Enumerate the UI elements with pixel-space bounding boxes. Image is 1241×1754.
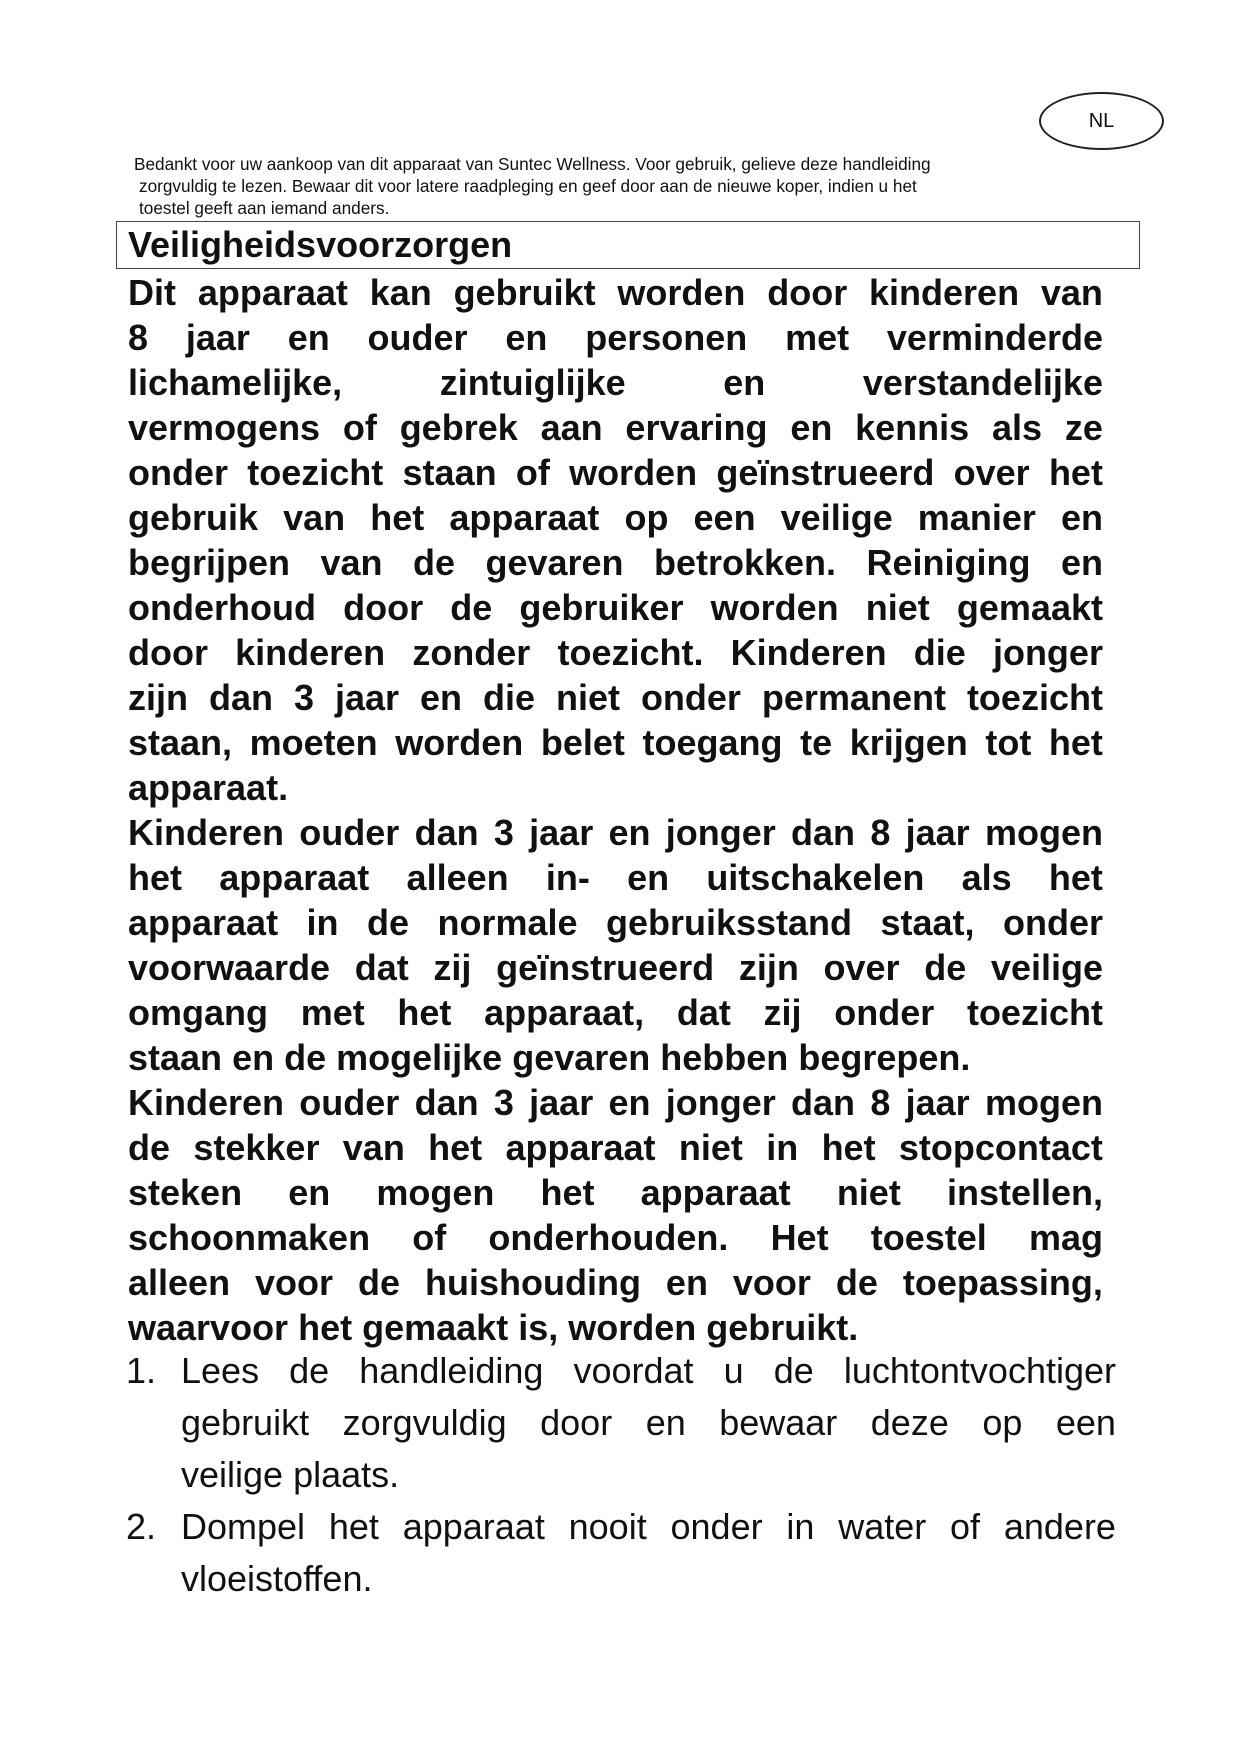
word: normale bbox=[437, 902, 578, 943]
word: het bbox=[1048, 857, 1103, 898]
word: voordat bbox=[573, 1350, 694, 1391]
text-line bbox=[128, 585, 1103, 630]
word: dan bbox=[414, 812, 479, 853]
word: mag bbox=[1028, 1217, 1103, 1258]
word: als bbox=[961, 857, 1012, 898]
word: niet bbox=[836, 1172, 901, 1213]
word: vermogens bbox=[128, 407, 321, 448]
word: worden bbox=[617, 272, 746, 313]
word: de bbox=[773, 1350, 814, 1391]
word: Reiniging bbox=[866, 542, 1031, 583]
word: dan bbox=[208, 677, 273, 718]
word: andere bbox=[1003, 1506, 1116, 1547]
word: het bbox=[128, 857, 182, 898]
word: onder bbox=[640, 677, 741, 718]
word: of bbox=[515, 452, 550, 493]
word: kennis bbox=[855, 407, 970, 448]
word: en bbox=[505, 317, 548, 358]
word: Kinderen bbox=[128, 812, 285, 853]
word: door bbox=[128, 632, 208, 673]
word: krijgen bbox=[849, 722, 968, 763]
word: gebruiker bbox=[519, 587, 684, 628]
word: stekker bbox=[193, 1127, 320, 1168]
word: voorwaarde bbox=[128, 947, 331, 988]
word: 8 bbox=[128, 317, 149, 358]
word: Kinderen bbox=[730, 632, 887, 673]
word: het bbox=[821, 1127, 876, 1168]
text-line bbox=[181, 1345, 1116, 1397]
word: gebrek bbox=[399, 407, 518, 448]
list-item-number: 1. bbox=[126, 1350, 157, 1391]
word: begrepen. bbox=[798, 1037, 971, 1078]
word: toezicht bbox=[247, 452, 384, 493]
word: aan bbox=[540, 407, 603, 448]
text-line bbox=[128, 270, 1103, 315]
word: gebruiksstand bbox=[605, 902, 853, 943]
word: die bbox=[482, 677, 535, 718]
word: zonder bbox=[412, 632, 531, 673]
word: apparaat. bbox=[128, 767, 289, 808]
text-line bbox=[181, 1449, 1116, 1501]
word: jaar bbox=[905, 1082, 970, 1123]
word: en bbox=[608, 812, 651, 853]
word: of bbox=[342, 407, 377, 448]
word: waarvoor bbox=[128, 1307, 289, 1348]
text-line bbox=[128, 900, 1103, 945]
word: niet bbox=[865, 587, 930, 628]
word: verminderde bbox=[886, 317, 1103, 358]
word: en bbox=[288, 1172, 331, 1213]
word: de bbox=[412, 542, 455, 583]
word: niet bbox=[678, 1127, 743, 1168]
word: personen bbox=[585, 317, 748, 358]
word: de bbox=[284, 1037, 327, 1078]
word: in- bbox=[545, 857, 590, 898]
word: nooit bbox=[568, 1506, 647, 1547]
word: 3 bbox=[493, 1082, 514, 1123]
text-line bbox=[128, 450, 1103, 495]
word: Lees bbox=[181, 1350, 260, 1391]
word: worden bbox=[710, 587, 839, 628]
word: apparaat bbox=[505, 1127, 656, 1168]
word: van bbox=[342, 1127, 405, 1168]
word: jaar bbox=[905, 812, 970, 853]
word: zij bbox=[763, 992, 802, 1033]
word: door bbox=[767, 272, 848, 313]
word: het bbox=[397, 992, 452, 1033]
word: mogelijke bbox=[336, 1037, 503, 1078]
word: een bbox=[1055, 1402, 1116, 1443]
list-item-number: 2. bbox=[126, 1506, 157, 1547]
word: instellen, bbox=[946, 1172, 1103, 1213]
text-line bbox=[128, 1080, 1103, 1125]
word: uitschakelen bbox=[706, 857, 925, 898]
word: plaats. bbox=[293, 1454, 400, 1495]
word: zij bbox=[433, 947, 472, 988]
text-line bbox=[181, 1501, 1116, 1553]
word: voor bbox=[255, 1262, 334, 1303]
word: de bbox=[358, 1262, 401, 1303]
text-line bbox=[128, 1125, 1103, 1170]
word: moeten bbox=[249, 722, 378, 763]
word: gemaakt bbox=[362, 1307, 509, 1348]
text-line bbox=[128, 630, 1103, 675]
word: te bbox=[800, 722, 833, 763]
word: en bbox=[665, 1262, 708, 1303]
text-line bbox=[181, 1553, 1116, 1605]
word: de bbox=[128, 1127, 171, 1168]
word: 3 bbox=[293, 677, 314, 718]
word: en bbox=[645, 1402, 686, 1443]
word: belet bbox=[540, 722, 625, 763]
text-line bbox=[128, 540, 1103, 585]
text-line bbox=[128, 810, 1103, 855]
word: dat bbox=[676, 992, 731, 1033]
word: als bbox=[992, 407, 1043, 448]
word: staan bbox=[128, 1037, 223, 1078]
section-title: Veiligheidsvoorzorgen bbox=[128, 224, 513, 265]
word: worden bbox=[568, 1307, 697, 1348]
word: 8 bbox=[870, 1082, 891, 1123]
word: worden bbox=[569, 452, 698, 493]
word: en bbox=[1060, 542, 1103, 583]
word: ouder bbox=[299, 812, 400, 853]
word: en bbox=[287, 317, 330, 358]
word: zijn bbox=[128, 677, 188, 718]
language-badge: NL bbox=[1039, 92, 1164, 150]
word: manier bbox=[917, 497, 1036, 538]
word: toezicht. bbox=[557, 632, 704, 673]
word: zintuiglijke bbox=[439, 362, 626, 403]
word: veilige bbox=[990, 947, 1103, 988]
word: toestel bbox=[870, 1217, 987, 1258]
word: geïnstrueerd bbox=[496, 947, 715, 988]
text-line bbox=[128, 360, 1103, 405]
word: op bbox=[624, 497, 669, 538]
word: ouder bbox=[299, 1082, 400, 1123]
word: in bbox=[306, 902, 339, 943]
word: Dit bbox=[128, 272, 176, 313]
word: geïnstrueerd bbox=[716, 452, 935, 493]
word: betrokken. bbox=[653, 542, 837, 583]
word: veilige bbox=[181, 1454, 284, 1495]
word: apparaat, bbox=[484, 992, 645, 1033]
word: in bbox=[786, 1506, 815, 1547]
word: apparaat bbox=[402, 1506, 545, 1547]
word: staat, bbox=[880, 902, 975, 943]
word: bewaar bbox=[719, 1402, 838, 1443]
word: ze bbox=[1064, 407, 1103, 448]
word: jaar bbox=[529, 812, 594, 853]
word: het bbox=[298, 1307, 353, 1348]
text-line bbox=[128, 765, 1103, 810]
text-line bbox=[128, 945, 1103, 990]
word: of bbox=[950, 1506, 981, 1547]
word: apparaat bbox=[449, 497, 600, 538]
word: Het bbox=[770, 1217, 829, 1258]
word: gevaren bbox=[485, 542, 624, 583]
text-line bbox=[128, 990, 1103, 1035]
text-line bbox=[128, 855, 1103, 900]
word: alleen bbox=[406, 857, 509, 898]
word: zorgvuldig bbox=[342, 1402, 507, 1443]
word: mogen bbox=[984, 812, 1103, 853]
word: onder bbox=[670, 1506, 763, 1547]
word: apparaat bbox=[219, 857, 370, 898]
intro-line: toestel geeft aan iemand anders. bbox=[139, 198, 390, 218]
word: u bbox=[723, 1350, 744, 1391]
text-line bbox=[128, 495, 1103, 540]
word: onder bbox=[1002, 902, 1103, 943]
list-item bbox=[126, 1501, 1116, 1605]
word: is, bbox=[518, 1307, 559, 1348]
word: gebruikt. bbox=[706, 1307, 859, 1348]
word: de bbox=[366, 902, 409, 943]
word: kinderen bbox=[869, 272, 1020, 313]
text-line bbox=[128, 1215, 1103, 1260]
word: in bbox=[766, 1127, 799, 1168]
word: het bbox=[428, 1127, 483, 1168]
word: schoonmaken bbox=[128, 1217, 371, 1258]
word: gevaren bbox=[512, 1037, 651, 1078]
word: dan bbox=[791, 812, 856, 853]
word: het bbox=[540, 1172, 595, 1213]
word: onder bbox=[834, 992, 935, 1033]
word: onderhouden. bbox=[488, 1217, 729, 1258]
word: jonger bbox=[992, 632, 1103, 673]
word: stopcontact bbox=[898, 1127, 1103, 1168]
word: steken bbox=[128, 1172, 243, 1213]
word: jonger bbox=[665, 1082, 776, 1123]
word: toegang bbox=[642, 722, 783, 763]
text-line bbox=[128, 675, 1103, 720]
word: staan, bbox=[128, 722, 233, 763]
word: op bbox=[982, 1402, 1023, 1443]
word: apparaat bbox=[128, 902, 279, 943]
word: over bbox=[953, 452, 1030, 493]
word: die bbox=[913, 632, 966, 673]
word: worden bbox=[395, 722, 524, 763]
text-line bbox=[128, 1170, 1103, 1215]
text-line bbox=[128, 1305, 1103, 1350]
word: kan bbox=[369, 272, 432, 313]
instruction-list bbox=[126, 1345, 1116, 1605]
intro-paragraph bbox=[134, 153, 1064, 219]
word: water bbox=[838, 1506, 927, 1547]
word: toezicht bbox=[966, 992, 1103, 1033]
word: niet bbox=[555, 677, 620, 718]
word: mogen bbox=[984, 1082, 1103, 1123]
word: en bbox=[419, 677, 462, 718]
word: Dompel bbox=[181, 1506, 306, 1547]
word: apparaat bbox=[640, 1172, 791, 1213]
word: zijn bbox=[738, 947, 799, 988]
word: door bbox=[540, 1402, 613, 1443]
word: handleiding bbox=[359, 1350, 544, 1391]
word: Kinderen bbox=[128, 1082, 285, 1123]
word: gebruik bbox=[128, 497, 259, 538]
text-line bbox=[128, 1260, 1103, 1305]
word: veilige bbox=[780, 497, 893, 538]
word: ouder bbox=[367, 317, 468, 358]
word: alleen bbox=[128, 1262, 231, 1303]
word: en bbox=[1060, 497, 1103, 538]
intro-line: zorgvuldig te lezen. Bewaar dit voor latere raadpleging en geef door aan de nieuwe koper, indien u het bbox=[139, 176, 917, 196]
word: voor bbox=[732, 1262, 811, 1303]
word: gebruikt bbox=[453, 272, 596, 313]
word: tot bbox=[985, 722, 1032, 763]
text-line bbox=[128, 405, 1103, 450]
word: het bbox=[370, 497, 425, 538]
safety-warning-paragraph bbox=[128, 270, 1103, 1350]
word: deze bbox=[870, 1402, 949, 1443]
word: omgang bbox=[128, 992, 268, 1033]
word: het bbox=[1048, 452, 1103, 493]
word: de bbox=[835, 1262, 878, 1303]
word: luchtontvochtiger bbox=[843, 1350, 1116, 1391]
word: door bbox=[343, 587, 424, 628]
word: gebruikt bbox=[181, 1402, 310, 1443]
word: toepassing, bbox=[902, 1262, 1103, 1303]
word: en bbox=[723, 362, 766, 403]
word: van bbox=[1040, 272, 1103, 313]
word: en bbox=[627, 857, 670, 898]
text-line bbox=[181, 1397, 1116, 1449]
word: kinderen bbox=[235, 632, 386, 673]
word: het bbox=[1048, 722, 1103, 763]
word: lichamelijke, bbox=[128, 362, 343, 403]
text-line bbox=[128, 720, 1103, 765]
word: permanent bbox=[761, 677, 946, 718]
word: gemaakt bbox=[956, 587, 1103, 628]
word: jonger bbox=[665, 812, 776, 853]
word: jaar bbox=[185, 317, 250, 358]
word: jaar bbox=[529, 1082, 594, 1123]
text-line bbox=[128, 315, 1103, 360]
word: begrijpen bbox=[128, 542, 291, 583]
word: jaar bbox=[334, 677, 400, 718]
word: een bbox=[693, 497, 756, 538]
word: hebben bbox=[660, 1037, 789, 1078]
word: 3 bbox=[493, 812, 514, 853]
text-line bbox=[128, 1035, 1103, 1080]
word: onderhoud bbox=[128, 587, 316, 628]
word: van bbox=[320, 542, 383, 583]
word: met bbox=[300, 992, 365, 1033]
word: verstandelijke bbox=[862, 362, 1103, 403]
word: dat bbox=[354, 947, 409, 988]
word: toezicht bbox=[966, 677, 1103, 718]
intro-line: Bedankt voor uw aankoop van dit apparaat van Suntec Wellness. Voor gebruik, gelieve deze handleiding bbox=[134, 154, 931, 174]
word: en bbox=[608, 1082, 651, 1123]
word: mogen bbox=[376, 1172, 495, 1213]
word: of bbox=[412, 1217, 447, 1258]
word: de bbox=[924, 947, 967, 988]
word: de bbox=[450, 587, 493, 628]
word: van bbox=[283, 497, 346, 538]
word: over bbox=[823, 947, 900, 988]
word: de bbox=[289, 1350, 330, 1391]
word: ervaring bbox=[625, 407, 768, 448]
word: apparaat bbox=[197, 272, 348, 313]
word: vloeistoffen. bbox=[181, 1558, 373, 1599]
word: dan bbox=[414, 1082, 479, 1123]
word: en bbox=[232, 1037, 275, 1078]
word: huishouding bbox=[425, 1262, 641, 1303]
word: het bbox=[328, 1506, 379, 1547]
word: 8 bbox=[870, 812, 891, 853]
word: met bbox=[785, 317, 850, 358]
word: en bbox=[790, 407, 833, 448]
word: staan bbox=[402, 452, 497, 493]
word: onder bbox=[128, 452, 229, 493]
word: dan bbox=[791, 1082, 856, 1123]
list-item bbox=[126, 1345, 1116, 1501]
